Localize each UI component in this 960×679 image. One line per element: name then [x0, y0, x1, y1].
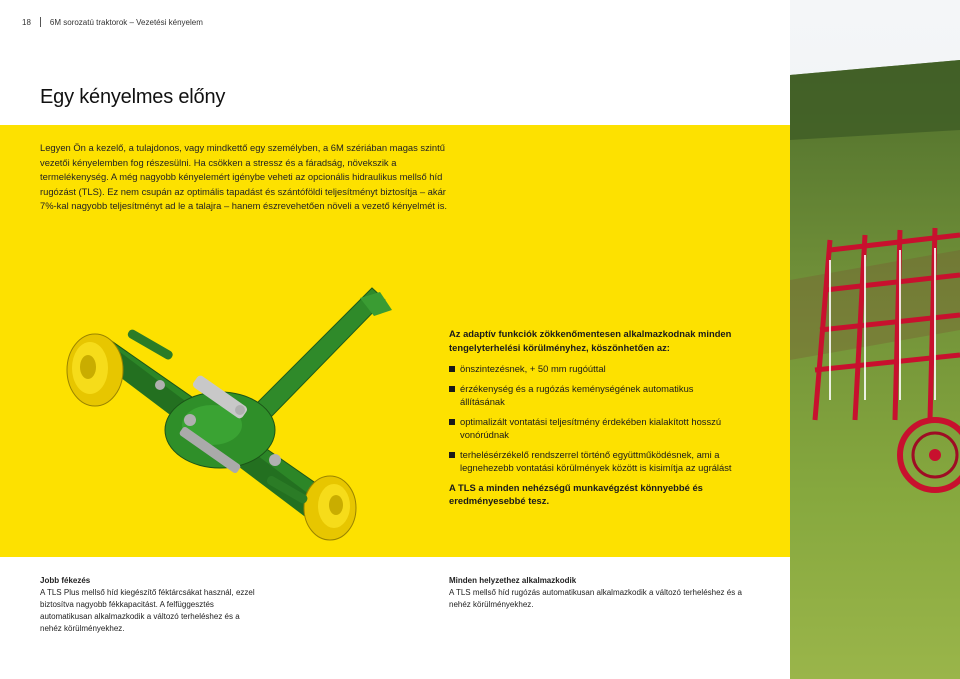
caption-text: A TLS Plus mellső híd kiegészítő féktárcsákat használ, ezzel biztosítva nagyobb fékkapacitást. A felfüggesztés automatikusan alkalmazkodik a változó terheléshez és a nehéz körülményekhez.	[40, 588, 255, 633]
list-item: önszintezésnek, + 50 mm rugóúttal	[449, 362, 739, 376]
feature-list-box	[449, 327, 739, 508]
caption-better-braking	[40, 575, 260, 635]
feature-lead: Az adaptív funkciók zökkenőmentesen alkalmazkodnak minden tengelyterhelési körülményhez, köszönhetően az:	[449, 328, 732, 353]
list-item: terhelésérzékelő rendszerrel történő együttműködésnek, ami a legnehezebb vontatási körülmények között is kisimítja az ugrálást	[449, 448, 739, 475]
section-title: 6M sorozatú traktorok – Vezetési kényelem	[49, 17, 203, 27]
field-implement-photo	[790, 0, 960, 679]
tls-front-axle-illustration	[40, 270, 420, 550]
feature-list	[449, 362, 739, 475]
page-title: Egy kényelmes előny	[40, 86, 226, 108]
caption-title: Minden helyzethez alkalmazkodik	[449, 576, 577, 585]
page-number: 18	[22, 17, 31, 27]
header-divider	[40, 17, 41, 27]
caption-adapts-to-all	[449, 575, 749, 611]
page-header	[22, 17, 203, 27]
list-item: optimalizált vontatási teljesítmény érdekében kialakított hosszú vonórúdnak	[449, 415, 739, 442]
caption-text: A TLS mellső híd rugózás automatikusan alkalmazkodik a változó terheléshez és a nehéz körülményekhez.	[449, 588, 742, 609]
intro-paragraph: Legyen Ön a kezelő, a tulajdonos, vagy mindkettő egy személyben, a 6M szériában magas szintű vezetői kényelemben fog részesülni. Ha csökken a stressz és a fáradság, növekszik a termelékenység. A még nagyobb kényelemért igénybe veheti az opcionális hidraulikus mellső híd rugózást (TLS). Ez nem csupán az optimális tapadást és szántóföldi teljesítményt biztosítja – akár 7%-kal nagyobb teljesítményt ad le a talajra – hanem észrevehetően növeli a vezető kényelmét is.	[40, 142, 448, 211]
caption-title: Jobb fékezés	[40, 576, 91, 585]
list-item: érzékenység és a rugózás keménységének automatikus állításának	[449, 382, 739, 409]
feature-closing: A TLS a minden nehézségű munkavégzést könnyebbé és eredményesebbé tesz.	[449, 481, 703, 506]
